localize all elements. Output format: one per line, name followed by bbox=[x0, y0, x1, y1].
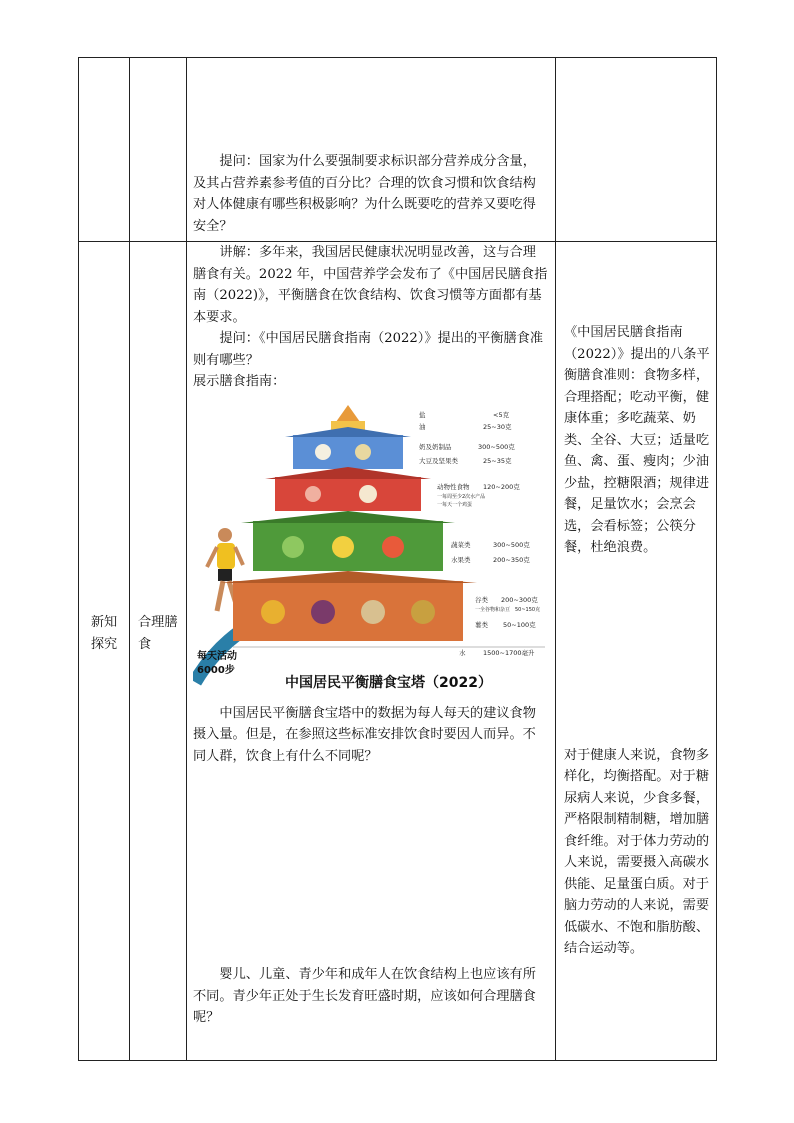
para-after-pyramid: 中国居民平衡膳食宝塔中的数据为每人每天的建议食物摄入量。但是，在参照这些标准安排饮食时要因人而异。不同人群，饮食上有什么不同呢？ bbox=[193, 705, 536, 764]
label-animal: 动物性食物 bbox=[437, 482, 470, 491]
stage-cell-empty bbox=[79, 58, 130, 242]
value-vegetable: 300~500克 bbox=[493, 540, 530, 549]
value-soy: 25~35克 bbox=[483, 456, 512, 465]
value-oil: 25~30克 bbox=[483, 422, 512, 431]
grain-icon bbox=[361, 600, 385, 624]
label-tuber: 薯类 bbox=[475, 620, 488, 629]
stage-cell bbox=[79, 242, 130, 1061]
activity-label-1: 每天活动 bbox=[197, 650, 237, 662]
label-vegetable: 蔬菜类 bbox=[451, 540, 471, 549]
value-tuber: 50~100克 bbox=[503, 620, 536, 629]
tomato-icon bbox=[382, 536, 404, 558]
label-wholegrain: 一全谷物和杂豆 bbox=[475, 606, 511, 613]
show-intro-text: 展示膳食指南： bbox=[193, 374, 286, 389]
pyramid-tier-5-roof bbox=[219, 571, 477, 583]
value-fruit: 200~350克 bbox=[493, 555, 530, 564]
value-wholegrain: 50~150克 bbox=[515, 606, 541, 613]
label-water: 水 bbox=[459, 648, 466, 657]
milk-icon bbox=[315, 444, 331, 460]
value-milk: 300~500克 bbox=[478, 442, 515, 451]
pyramid-tier-3 bbox=[275, 477, 421, 511]
table-row bbox=[79, 58, 717, 242]
sweet-potato-icon bbox=[311, 600, 335, 624]
value-salt: <5克 bbox=[493, 410, 510, 419]
question2-text: 提问：《中国居民膳食指南（2022）》提出的平衡膳食准则有哪些？ bbox=[193, 331, 544, 368]
topic-cell bbox=[130, 242, 187, 1061]
topic-label: 合理膳食 bbox=[138, 615, 178, 652]
food-pyramid-figure bbox=[193, 397, 549, 697]
value-water: 1500~1700毫升 bbox=[483, 648, 535, 657]
lecture-text: 讲解：多年来，我国居民健康状况明显改善，这与合理膳食有关。2022 年，中国营养学会发布了《中国居民膳食指南（2022)》，平衡膳食在饮食结构、饮食习惯等方面都有基本要求。 bbox=[193, 245, 548, 325]
answer1-text: 《中国居民膳食指南（2022）》提出的八条平衡膳食准则：食物多样，合理搭配；吃动平衡，健康体重；多吃蔬菜、奶类、全谷、大豆；适量吃鱼、禽、蛋、瘦肉；少油少盐，控糖限酒；规律进餐，足量饮水；会烹会选，会看标签；公筷分餐，杜绝浪费。 bbox=[564, 325, 710, 555]
activity-label-2: 6000步 bbox=[197, 664, 235, 676]
soy-icon bbox=[355, 444, 371, 460]
fish-icon bbox=[305, 486, 321, 502]
value-grain: 200~300克 bbox=[501, 595, 538, 604]
content-cell bbox=[187, 242, 556, 1061]
pyramid-tier-2-roof bbox=[285, 427, 411, 437]
label-fruit: 水果类 bbox=[451, 555, 471, 564]
label-salt: 盐 bbox=[419, 410, 426, 419]
pyramid-title: 中国居民平衡膳食宝塔（2022） bbox=[285, 674, 492, 691]
label-milk: 奶及奶制品 bbox=[419, 442, 452, 451]
note-seafood: 一每周至少2次水产品 bbox=[437, 493, 486, 500]
label-soy: 大豆及坚果类 bbox=[419, 456, 458, 465]
notes-cell bbox=[556, 242, 717, 1061]
fruit-icon bbox=[332, 536, 354, 558]
egg-icon bbox=[359, 485, 377, 503]
para-last: 婴儿、儿童、青少年和成年人在饮食结构上也应该有所不同。青少年正处于生长发育旺盛时期，应该如何合理膳食呢？ bbox=[193, 967, 536, 1025]
spacer bbox=[193, 767, 549, 964]
value-animal: 120~200克 bbox=[483, 482, 520, 491]
lesson-table bbox=[78, 57, 717, 1061]
pyramid-tier-3-roof bbox=[265, 467, 431, 479]
label-oil: 油 bbox=[419, 422, 426, 431]
food-pyramid-svg bbox=[193, 397, 549, 697]
question-text: 提问：国家为什么要强制要求标识部分营养成分含量，及其占营养素参考值的百分比？合理的饮食习惯和饮食结构对人体健康有哪些积极影响？为什么既要吃的营养又要吃得安全？ bbox=[193, 154, 536, 234]
table-row bbox=[79, 242, 717, 1061]
notes-cell-empty bbox=[556, 58, 717, 242]
corn-icon bbox=[261, 600, 285, 624]
pyramid-tier-4-roof bbox=[241, 511, 455, 523]
answer2-text: 对于健康人来说，食物多样化，均衡搭配。对于糖尿病人来说，少食多餐，严格限制精制糖，增加膳食纤维。对于体力劳动的人来说，需要摄入高碳水供能、足量蛋白质。对于脑力劳动的人来说，需要低碳水、不饱和脂肪酸、结合运动等。 bbox=[564, 747, 710, 956]
topic-cell-empty bbox=[130, 58, 187, 242]
stage-label: 新知探究 bbox=[90, 615, 118, 652]
vegetable-icon bbox=[282, 536, 304, 558]
note-egg: 一每天一个鸡蛋 bbox=[437, 501, 473, 508]
millet-icon bbox=[411, 600, 435, 624]
content-cell bbox=[187, 58, 556, 242]
label-grain: 谷类 bbox=[475, 595, 488, 604]
pyramid-tier-2 bbox=[293, 435, 403, 469]
